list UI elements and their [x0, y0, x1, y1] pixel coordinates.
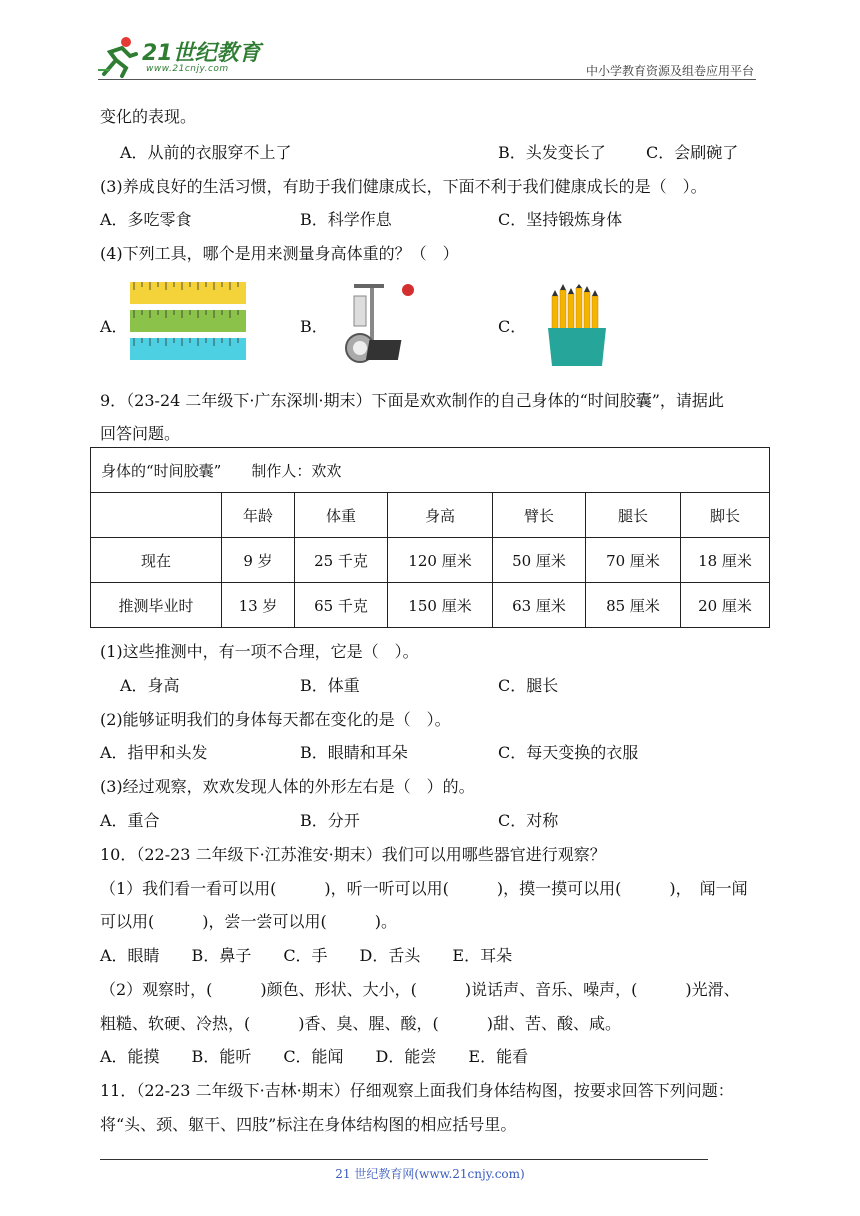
question-10-1-options: A．眼睛 B．鼻子 C．手 D．舌头 E．耳朵 [100, 946, 513, 965]
table-row [91, 538, 770, 583]
option-c: C．腿长 [498, 676, 559, 695]
table-cell: 85 厘米 [586, 583, 681, 628]
table-title-row [91, 448, 770, 493]
table-header-cell: 年龄 [222, 493, 295, 538]
question-9-line-1: 9．（23-24 二年级下·广东深圳·期末）下面是欢欢制作的自己身体的“时间胶囊”，请据此 [100, 391, 724, 410]
table-cell: 50 厘米 [493, 538, 586, 583]
question-3: (3)养成良好的生活习惯，有助于我们健康成长，下面不利于我们健康成长的是（ ）。 [100, 177, 707, 196]
question-11-line-2: 将“头、颈、躯干、四肢”标注在身体结构图的相应括号里。 [100, 1115, 517, 1134]
option-b: B．头发变长了 [498, 143, 606, 162]
text-line: 变化的表现。 [100, 107, 197, 126]
question-10-2-line-2: 粗糙、软硬、冷热，( )香、臭、腥、酸，( )甜、苦、酸、咸。 [100, 1014, 621, 1033]
question-11-line-1: 11．（22-23 二年级下·吉林·期末）仔细观察上面我们身体结构图，按要求回答下列问题： [100, 1081, 734, 1100]
table-header-cell: 腿长 [586, 493, 681, 538]
table-header-cell [91, 493, 222, 538]
table-header-cell: 脚长 [681, 493, 770, 538]
option-c: C． [498, 317, 527, 336]
option-c: C．每天变换的衣服 [498, 743, 639, 762]
question-10-1-line-2: 可以用( )，尝一尝可以用( )。 [100, 912, 397, 931]
table-title: 身体的“时间胶囊” 制作人：欢欢 [91, 448, 770, 493]
table-cell: 18 厘米 [681, 538, 770, 583]
option-a: A．身高 [120, 676, 180, 695]
question-9-1: (1)这些推测中，有一项不合理，它是（ ）。 [100, 642, 419, 661]
site-logo [96, 34, 266, 80]
option-b: B．眼睛和耳朵 [300, 743, 408, 762]
question-9-2: (2)能够证明我们的身体每天都在变化的是（ ）。 [100, 710, 451, 729]
option-c: C．对称 [498, 811, 559, 830]
table-header-cell: 身高 [388, 493, 493, 538]
table-cell: 现在 [91, 538, 222, 583]
option-b: B． [300, 317, 328, 336]
logo-text: 21世纪教育 [142, 41, 261, 66]
table-cell: 9 岁 [222, 538, 295, 583]
option-a: A．重合 [100, 811, 160, 830]
question-10-1-line-1: （1）我们看一看可以用( )，听一听可以用( )，摸一摸可以用( )， 闻一闻 [100, 879, 748, 898]
option-b: B．科学作息 [300, 210, 392, 229]
option-a: A．从前的衣服穿不上了 [120, 143, 292, 162]
option-a: A．多吃零食 [100, 210, 192, 229]
table-cell: 20 厘米 [681, 583, 770, 628]
question-10-2-options: A．能摸 B．能听 C．能闻 D．能尝 E．能看 [100, 1047, 529, 1066]
table-cell: 推测毕业时 [91, 583, 222, 628]
header-platform-text: 中小学教育资源及组卷应用平台 [585, 64, 754, 78]
question-9-line-2: 回答问题。 [100, 424, 181, 443]
question-10: 10．（22-23 二年级下·江苏淮安·期末）我们可以用哪些器官进行观察？ [100, 845, 606, 864]
footer-divider [100, 1159, 708, 1160]
pencil-cup-image [546, 284, 608, 366]
table-cell: 70 厘米 [586, 538, 681, 583]
question-9-3: (3)经过观察，欢欢发现人体的外形左右是（ ）的。 [100, 777, 475, 796]
table-cell: 25 千克 [295, 538, 388, 583]
table-cell: 120 厘米 [388, 538, 493, 583]
option-b: B．分开 [300, 811, 360, 830]
option-a: A． [100, 317, 128, 336]
height-weight-scale-image [330, 280, 416, 366]
option-c: C．坚持锻炼身体 [498, 210, 623, 229]
header-divider [98, 79, 756, 80]
table-cell: 65 千克 [295, 583, 388, 628]
runner-logo-icon [96, 34, 140, 78]
option-b: B．体重 [300, 676, 360, 695]
table-row [91, 583, 770, 628]
table-header-cell: 臂长 [493, 493, 586, 538]
question-10-2-line-1: （2）观察时，( )颜色、形状、大小，( )说话声、音乐、噪声，( )光滑、 [100, 980, 740, 999]
table-header-cell: 体重 [295, 493, 388, 538]
logo-url: www.21cnjy.com [146, 64, 229, 74]
table-header-row [91, 493, 770, 538]
time-capsule-table [90, 447, 770, 628]
ruler-image [130, 280, 246, 362]
question-4: (4)下列工具，哪个是用来测量身高体重的？（ ） [100, 244, 459, 263]
option-a: A．指甲和头发 [100, 743, 208, 762]
option-c: C．会刷碗了 [646, 143, 739, 162]
table-cell: 63 厘米 [493, 583, 586, 628]
table-cell: 13 岁 [222, 583, 295, 628]
footer-text: 21 世纪教育网(www.21cnjy.com) [335, 1167, 525, 1181]
table-cell: 150 厘米 [388, 583, 493, 628]
